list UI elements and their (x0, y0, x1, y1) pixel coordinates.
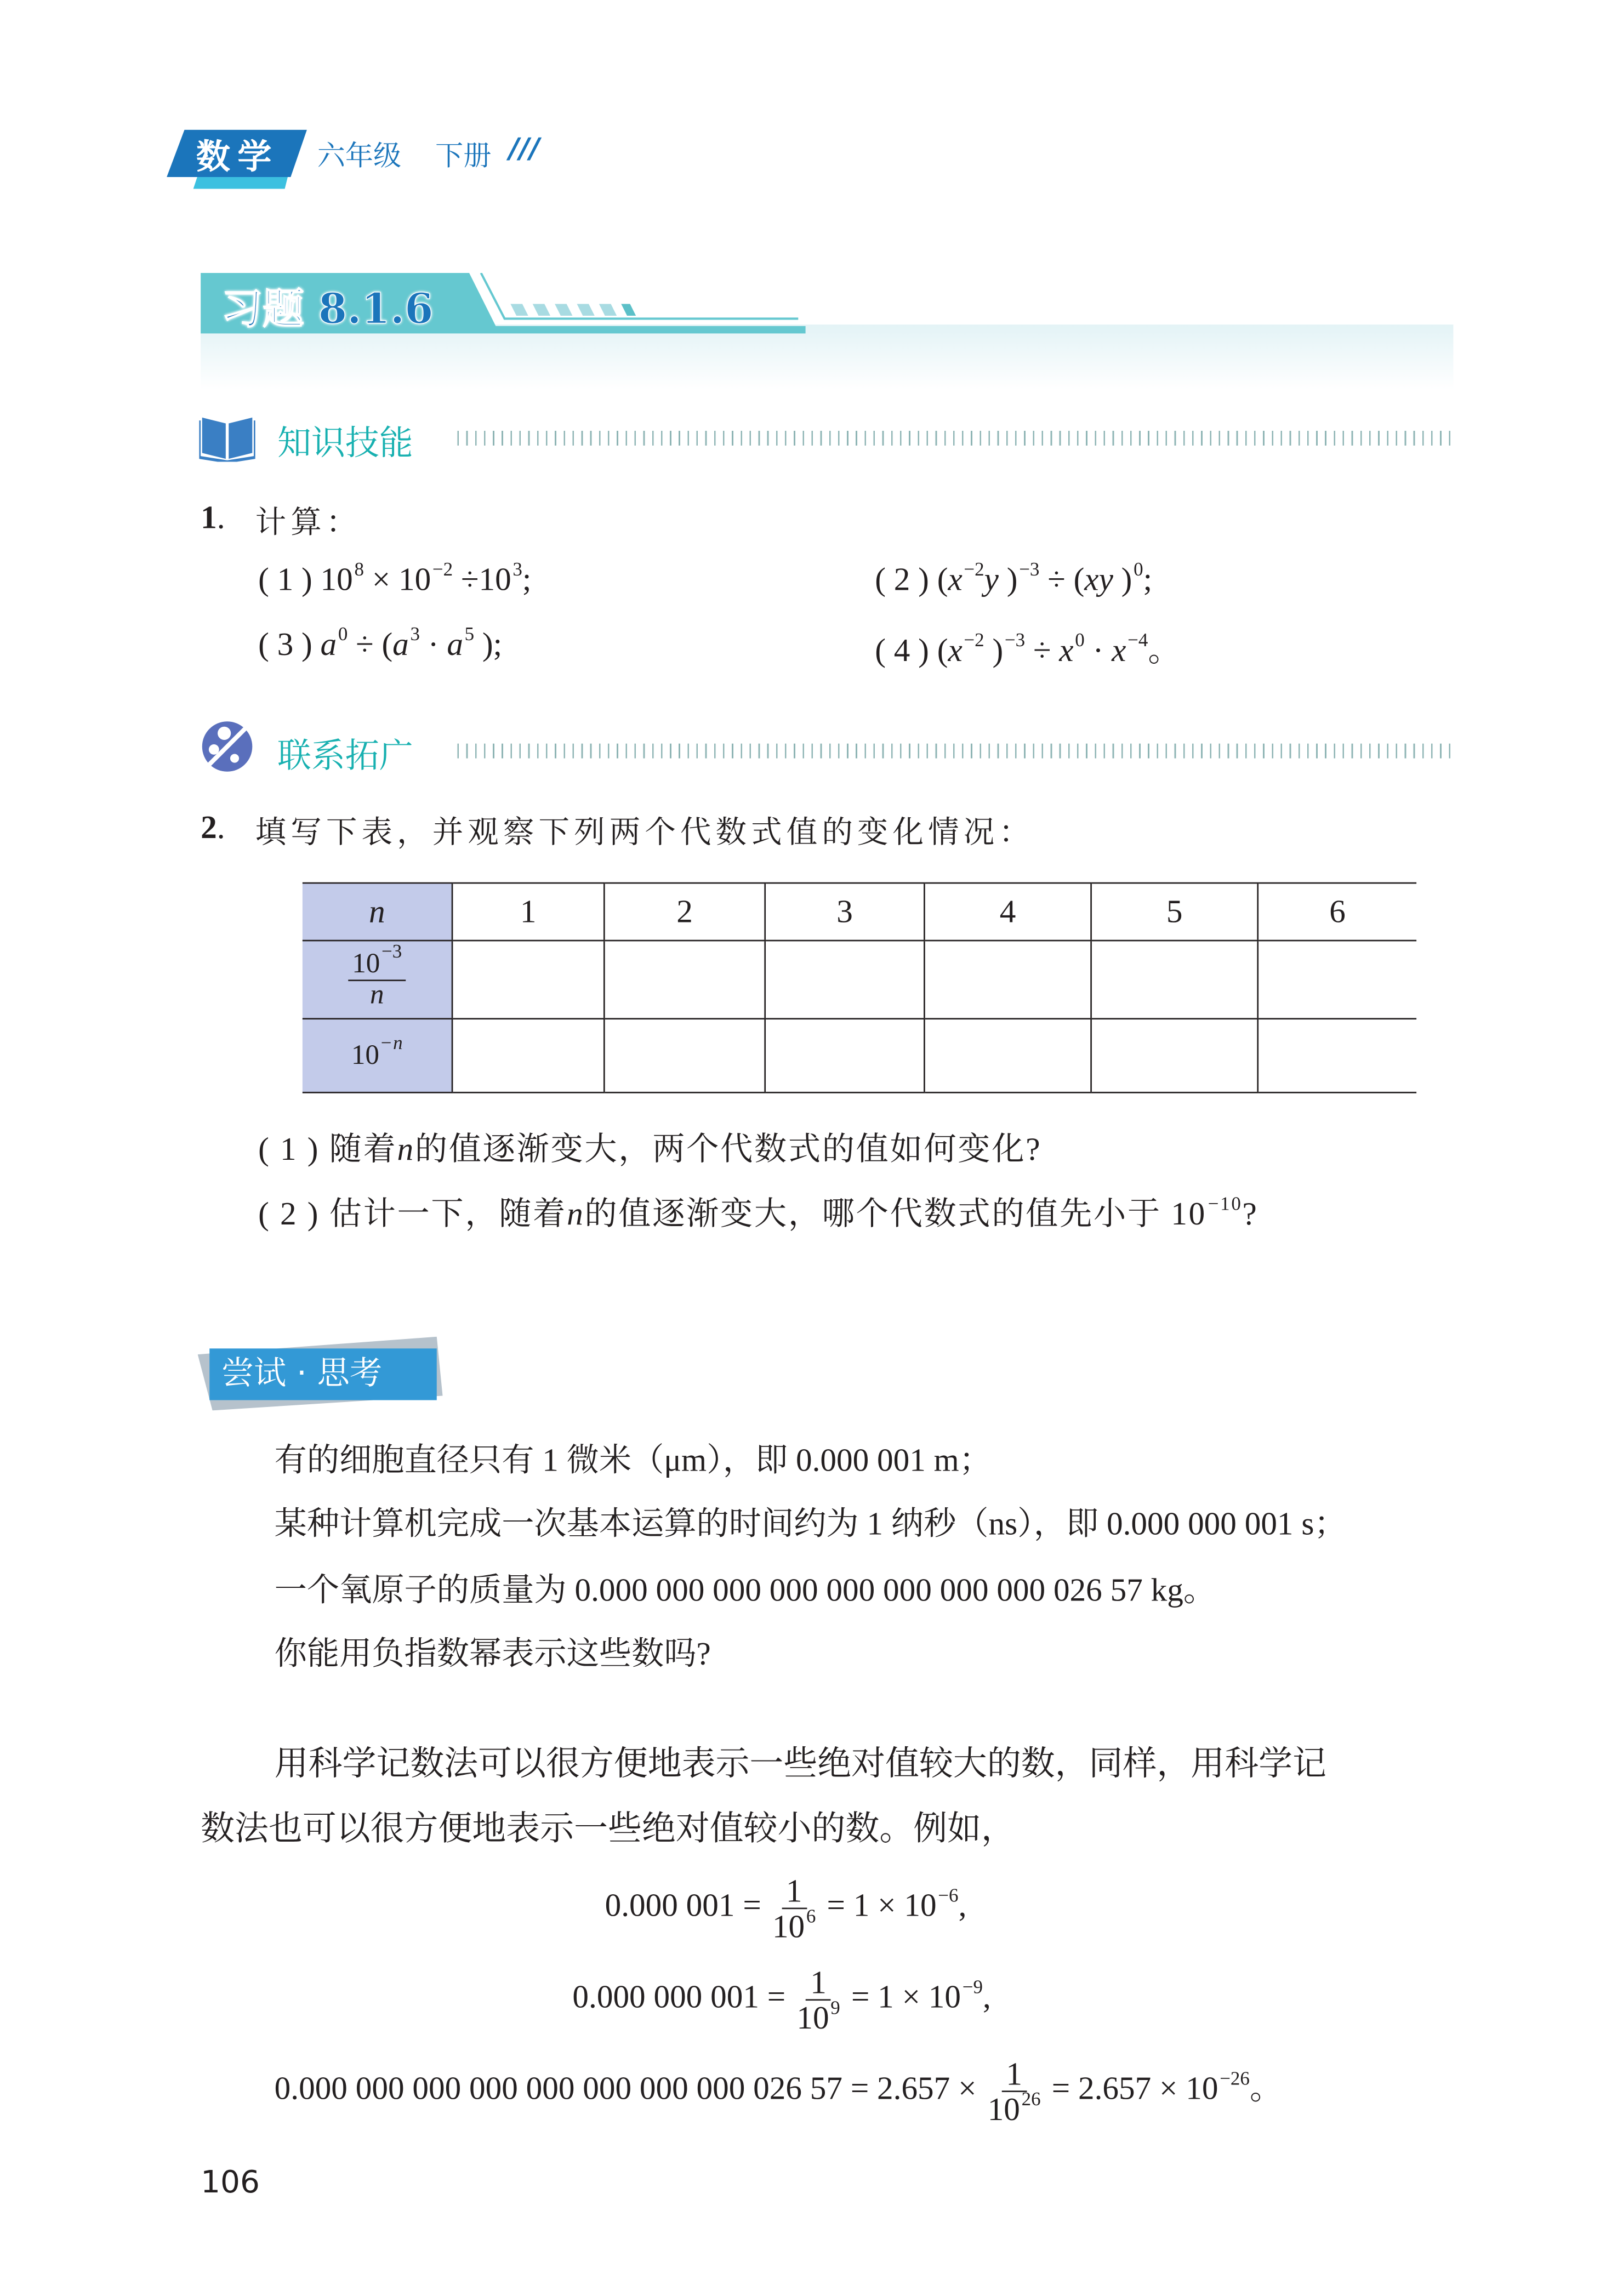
q2-sub-2 (258, 1189, 1258, 1235)
math-exponent: 0 (1075, 628, 1085, 651)
q1-item-3 (258, 622, 503, 664)
math-exponent: 9 (830, 1996, 840, 2019)
math-exponent: −2 (964, 628, 984, 651)
blank-cell[interactable] (765, 941, 925, 1019)
math-text: 4 (999, 892, 1016, 930)
blank-cell[interactable] (452, 941, 604, 1019)
math-text: ( 1 ) 10 (258, 560, 353, 598)
extension-heading: 联系拓广 (277, 737, 413, 776)
math-exponent: −3 (1004, 628, 1026, 651)
math-text: 1 (785, 1872, 802, 1910)
subject-label: 数学 (196, 139, 279, 178)
math-text: ) (1113, 560, 1132, 598)
fraction-numerator (1001, 2056, 1027, 2092)
table-row (303, 941, 1416, 1019)
math-text: 10 (772, 1907, 805, 1945)
math-text: ( 2 ) ( (875, 560, 948, 598)
math-exponent: 0 (338, 622, 348, 645)
blank-cell[interactable] (604, 1019, 765, 1093)
math-text: 3 (836, 892, 853, 930)
fraction-denominator (987, 2088, 1041, 2128)
math-exponent: −26 (1220, 2066, 1250, 2089)
math-exponent: −3 (381, 939, 402, 961)
math-fraction (796, 1965, 840, 2035)
math-exponent: −10 (1208, 1192, 1243, 1215)
math-text: 的值逐渐变大，哪个代数式的值先小于 10 (584, 1195, 1207, 1232)
math-text: · (419, 625, 447, 663)
math-exponent: −2 (964, 557, 984, 580)
math-fraction (988, 2056, 1041, 2126)
math-variable: x (948, 631, 963, 669)
table-header-cell (765, 883, 925, 941)
table-header-cell (924, 883, 1091, 941)
math-variable: a (320, 625, 337, 663)
blank-cell[interactable] (924, 1019, 1091, 1093)
q1-prompt: 计算： (255, 504, 362, 540)
math-exponent: 26 (1021, 2088, 1041, 2110)
q1-dot: . (217, 498, 225, 536)
math-text: 2 (676, 892, 693, 930)
math-exponent: 3 (512, 557, 522, 580)
math-text: 。 (1249, 2069, 1283, 2106)
blank-cell[interactable] (604, 941, 765, 1019)
math-text: ) (998, 560, 1018, 598)
math-text: 10 (351, 1039, 380, 1070)
math-variable: x (948, 560, 963, 598)
table-header-cell (604, 883, 765, 941)
math-variable: xy (1084, 560, 1113, 598)
math-text: 数法也可以很方便地表示一些绝对值较小的数。例如， (201, 1810, 1015, 1848)
math-text: · (1084, 631, 1112, 669)
math-text: ; (522, 560, 532, 598)
math-variable: n (397, 1130, 415, 1167)
math-text: ; (1143, 560, 1153, 598)
blank-cell[interactable] (1258, 1019, 1416, 1093)
math-exponent: − (380, 1030, 392, 1053)
section-divider (457, 431, 1453, 446)
values-table (303, 882, 1416, 1093)
math-text: 有的细胞直径只有 1 微米（μm），即 0.000 001 m； (274, 1441, 992, 1479)
math-text: , (958, 1886, 967, 1924)
math-text: ( 3 ) (258, 625, 321, 663)
math-variable: n (567, 1195, 585, 1232)
open-book-icon (199, 412, 255, 462)
section-divider (457, 744, 1453, 759)
try-line-2 (275, 1499, 1347, 1545)
math-exponent: 5 (464, 622, 475, 645)
math-text: , (982, 1978, 991, 2015)
math-text: 某种计算机完成一次基本运算的时间约为 1 纳秒（ns），即 0.000 000 001 s； (274, 1505, 1347, 1542)
try-think-heading: 尝试 · 思考 (221, 1355, 383, 1393)
fraction-numerator (348, 939, 406, 980)
equation-1 (605, 1874, 967, 1944)
math-exponent: −3 (1019, 557, 1040, 580)
q1-item-1 (258, 557, 532, 599)
row-label (303, 1019, 452, 1093)
subject-badge (167, 127, 307, 189)
math-exponent: 6 (806, 1905, 816, 1927)
math-exponent: n (393, 1030, 403, 1053)
q2-number: 2 (201, 808, 217, 846)
math-variable: n (368, 892, 385, 930)
math-fraction (772, 1874, 816, 1944)
math-variable: a (447, 625, 463, 663)
math-text: 6 (1329, 892, 1346, 930)
math-text: 一个氧原子的质量为 0.000 000 000 000 000 000 000 000 026 57 kg。 (274, 1571, 1216, 1609)
table-header-cell (303, 883, 452, 941)
blank-cell[interactable] (452, 1019, 604, 1093)
equation-2 (572, 1965, 990, 2035)
math-text: 1 (520, 892, 537, 930)
math-text: ) (984, 631, 1004, 669)
math-variable: n (369, 979, 384, 1010)
math-text: ( 1 ) 随着 (258, 1130, 397, 1167)
fraction-denominator (772, 1905, 816, 1945)
math-text: ÷ ( (348, 625, 393, 663)
q1-number: 1 (201, 498, 217, 536)
math-exponent: 8 (354, 557, 364, 580)
fraction-denominator (796, 1996, 840, 2036)
header-slashes: /// (509, 133, 540, 166)
volume-label: 下册 (435, 140, 492, 173)
math-text: = 1 × 10 (843, 1978, 961, 2015)
math-exponent: −6 (938, 1883, 959, 1906)
table-header-cell (1091, 883, 1258, 941)
try-line-3 (275, 1565, 1216, 1611)
table-header-cell (452, 883, 604, 941)
blank-cell[interactable] (1258, 941, 1416, 1019)
table-header-cell (1258, 883, 1416, 941)
math-text: 0.000 001 = (605, 1886, 770, 1924)
math-text: 10 (796, 1999, 829, 2036)
math-variable: a (392, 625, 409, 663)
math-text: ÷10 (453, 560, 511, 598)
q2-dot: . (217, 808, 225, 846)
math-text: ( 2 ) 估计一下，随着 (258, 1195, 567, 1232)
math-exponent: −9 (962, 1975, 983, 1997)
math-text: = 2.657 × 10 (1043, 2069, 1218, 2106)
blank-cell[interactable] (924, 941, 1091, 1019)
math-text: 0.000 000 000 000 000 000 000 000 026 57 = 2.657 × (274, 2069, 985, 2106)
skills-heading: 知识技能 (277, 425, 413, 464)
math-text: 0.000 000 001 = (572, 1978, 794, 2015)
math-text: ÷ ( (1039, 560, 1085, 598)
math-text: ( 4 ) ( (875, 631, 948, 669)
math-exponent: −4 (1127, 628, 1148, 651)
math-text: 10 (987, 2090, 1020, 2128)
row-label (303, 941, 452, 1019)
math-variable: x (1059, 631, 1074, 669)
q2-prompt: 填写下表，并观察下列两个代数式值的变化情况： (255, 814, 1034, 850)
math-variable: x (1112, 631, 1126, 669)
blank-cell[interactable] (765, 1019, 925, 1093)
math-variable: y (984, 560, 999, 598)
math-exponent: −2 (432, 557, 453, 580)
q1-item-2 (875, 557, 1153, 599)
exercise-title: 习题 8.1.6 (221, 284, 434, 334)
math-text: 5 (1166, 892, 1183, 930)
math-text: 的值逐渐变大，两个代数式的值如何变化? (414, 1130, 1042, 1167)
blank-cell[interactable] (1091, 941, 1258, 1019)
q1-item-4 (875, 625, 1180, 671)
fraction-denominator (370, 981, 384, 1010)
math-text: = 1 × 10 (818, 1886, 937, 1924)
math-text: 你能用负指数幂表示这些数吗? (274, 1634, 711, 1672)
math-text: ? (1242, 1195, 1258, 1232)
math-text: 。 (1148, 631, 1181, 669)
math-text: × 10 (363, 560, 431, 598)
try-line-1 (275, 1435, 992, 1481)
math-text: 10 (352, 948, 380, 979)
table-header-row (303, 883, 1416, 941)
math-exponent: 3 (410, 622, 420, 645)
math-text: 用科学记数法可以很方便地表示一些绝对值较大的数，同样，用科学记 (274, 1745, 1326, 1782)
math-text: 1 (1006, 2055, 1022, 2092)
math-fraction (348, 939, 406, 1010)
math-exponent: 0 (1134, 557, 1143, 580)
planet-icon (198, 719, 257, 774)
math-text: ÷ (1025, 631, 1060, 669)
fraction-numerator (806, 1965, 831, 2001)
blank-cell[interactable] (1091, 1019, 1258, 1093)
fraction-numerator (782, 1874, 807, 1910)
equation-3 (275, 2056, 1283, 2126)
page-number: 106 (201, 2164, 260, 2200)
q2-sub-1 (258, 1124, 1041, 1170)
grade-label: 六年级 (317, 140, 402, 173)
paragraph-line-1 (275, 1736, 1326, 1785)
table-row (303, 1019, 1416, 1093)
math-text: 1 (810, 1963, 827, 2001)
paragraph-line-2 (201, 1802, 1015, 1850)
math-text: ); (474, 625, 503, 663)
try-line-4 (275, 1629, 711, 1674)
